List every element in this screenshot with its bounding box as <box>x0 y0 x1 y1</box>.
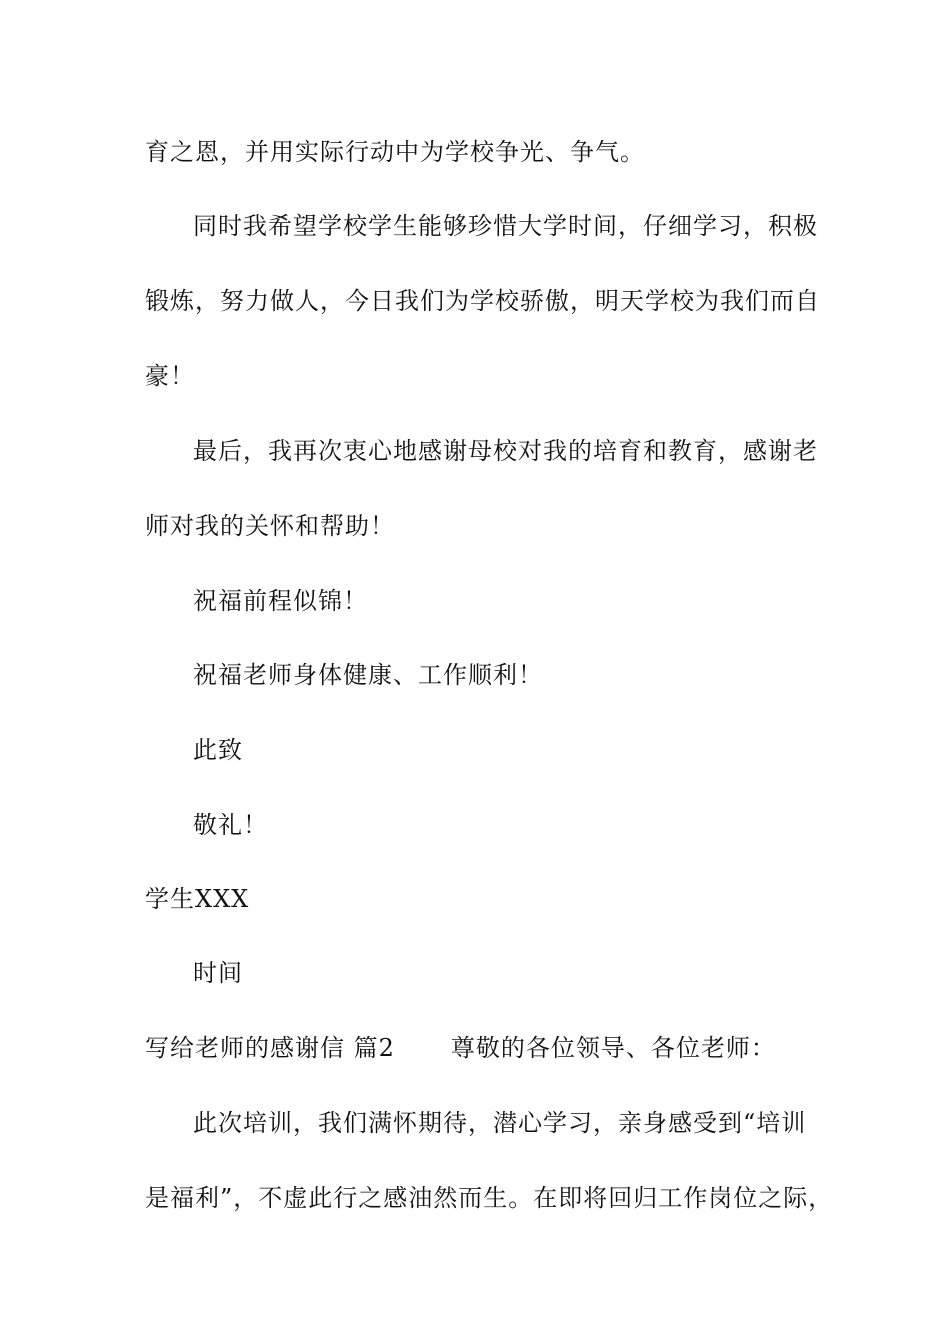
closing-line: 此致 <box>193 736 243 764</box>
paragraph-line: 同时我希望学校学生能够珍惜大学时间，仔细学习，积极 <box>193 212 818 240</box>
section-heading <box>145 1033 776 1063</box>
signature-date: 时间 <box>193 959 243 987</box>
paragraph-line: 最后，我再次衷心地感谢母校对我的培育和教育，感谢老 <box>193 437 818 465</box>
paragraph-line: 育之恩，并用实际行动中为学校争光、争气。 <box>145 138 645 166</box>
blessing-line: 祝福前程似锦！ <box>193 587 368 615</box>
paragraph-line: 此次培训，我们满怀期待，潜心学习，亲身感受到“培训 <box>193 1109 807 1137</box>
heading-title: 写给老师的感谢信 <box>145 1034 345 1062</box>
paragraph-line: 豪！ <box>145 362 195 390</box>
closing-line: 敬礼！ <box>193 811 268 839</box>
paragraph-line: 是福利”，不虚此行之感油然而生。在即将回归工作岗位之际， <box>145 1184 834 1212</box>
paragraph-line: 师对我的关怀和帮助！ <box>145 512 395 540</box>
heading-part: 篇2 <box>353 1034 395 1062</box>
paragraph-line: 锻炼，努力做人，今日我们为学校骄傲，明天学校为我们而自 <box>145 287 820 315</box>
signature-name: 学生XXX <box>145 885 250 913</box>
blessing-line: 祝福老师身体健康、工作顺利！ <box>193 661 543 689</box>
heading-salutation: 尊敬的各位领导、各位老师： <box>450 1034 776 1062</box>
